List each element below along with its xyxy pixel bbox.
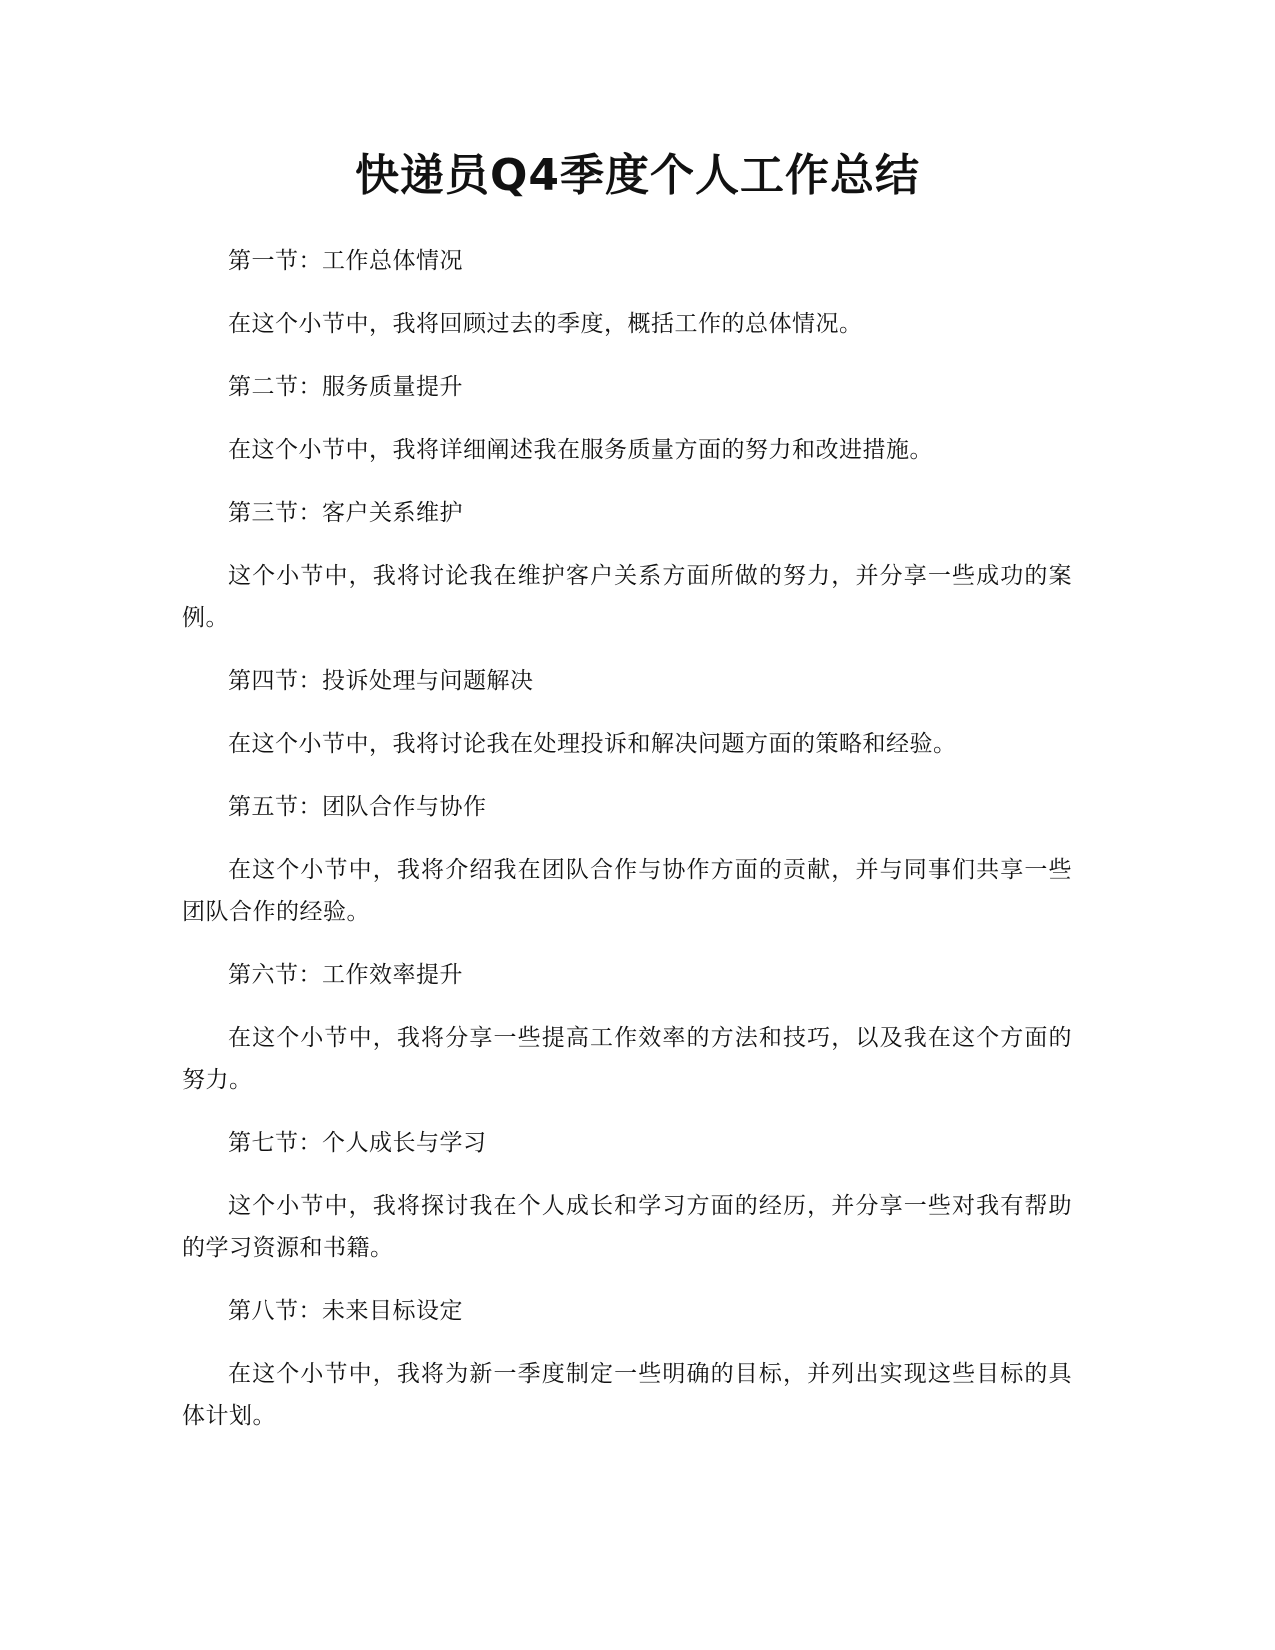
section-body-8: 在这个小节中，我将为新一季度制定一些明确的目标，并列出实现这些目标的具体计划。 <box>182 1361 1072 1429</box>
section-heading-4: 第四节：投诉处理与问题解决 <box>228 668 534 694</box>
section-heading-6: 第六节：工作效率提升 <box>228 962 463 988</box>
section-body-2: 在这个小节中，我将详细阐述我在服务质量方面的努力和改进措施。 <box>228 437 933 463</box>
section-body-5: 在这个小节中，我将介绍我在团队合作与协作方面的贡献，并与同事们共享一些团队合作的经验。 <box>182 857 1072 925</box>
section-heading-5: 第五节：团队合作与协作 <box>228 794 487 820</box>
section-heading-7: 第七节：个人成长与学习 <box>228 1130 487 1156</box>
section-body-6: 在这个小节中，我将分享一些提高工作效率的方法和技巧，以及我在这个方面的努力。 <box>182 1025 1072 1093</box>
document-body <box>182 240 1072 1458</box>
section-heading-8: 第八节：未来目标设定 <box>228 1298 463 1324</box>
section-body-3: 这个小节中，我将讨论我在维护客户关系方面所做的努力，并分享一些成功的案例。 <box>182 563 1072 631</box>
section-body-7: 这个小节中，我将探讨我在个人成长和学习方面的经历，并分享一些对我有帮助的学习资源和书籍。 <box>182 1193 1072 1261</box>
section-body-4: 在这个小节中，我将讨论我在处理投诉和解决问题方面的策略和经验。 <box>228 731 957 757</box>
section-heading-3: 第三节：客户关系维护 <box>228 500 463 526</box>
section-heading-2: 第二节：服务质量提升 <box>228 374 463 400</box>
section-body-1: 在这个小节中，我将回顾过去的季度，概括工作的总体情况。 <box>228 311 863 337</box>
document-title: 快递员Q4季度个人工作总结 <box>354 150 921 201</box>
section-heading-1: 第一节：工作总体情况 <box>228 248 463 274</box>
